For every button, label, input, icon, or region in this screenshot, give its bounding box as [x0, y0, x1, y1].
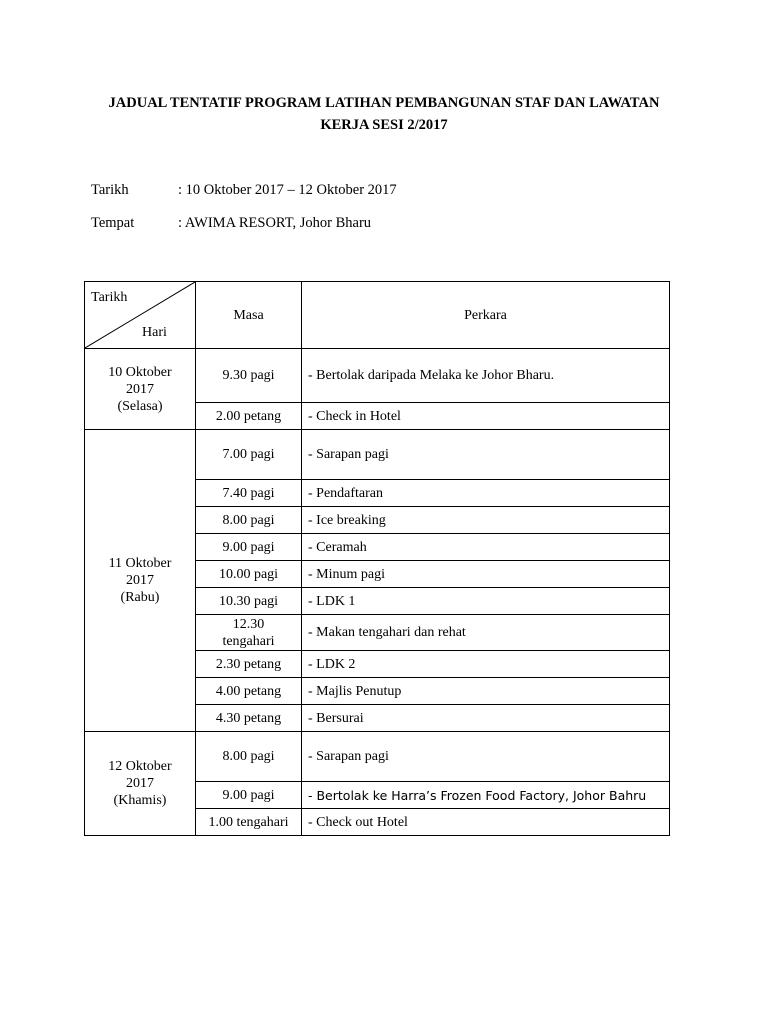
- time-cell: 10.00 pagi: [196, 561, 302, 588]
- day-cell-2: [85, 430, 196, 732]
- time-cell: 2.00 petang: [196, 403, 302, 430]
- item-cell: - Pendaftaran: [302, 480, 670, 507]
- item-cell: - Minum pagi: [302, 561, 670, 588]
- item-cell: - Bertolak daripada Melaka ke Johor Bharu.: [302, 349, 670, 403]
- document-title-line-1: JADUAL TENTATIF PROGRAM LATIHAN PEMBANGUNAN STAF DAN LAWATAN: [108, 95, 660, 111]
- time-cell: 7.00 pagi: [196, 430, 302, 480]
- day-date: 12 Oktober: [108, 759, 172, 774]
- tarikh-label: Tarikh: [91, 182, 129, 198]
- time-cell: 10.30 pagi: [196, 588, 302, 615]
- item-cell: - Bersurai: [302, 705, 670, 732]
- day-name: (Rabu): [120, 590, 160, 605]
- time-cell: 1.00 tengahari: [196, 809, 302, 836]
- document-title-line-2: KERJA SESI 2/2017: [320, 117, 448, 133]
- header-perkara: Perkara: [302, 282, 670, 349]
- table-row: [85, 349, 670, 403]
- time-line-1: 12.30: [232, 616, 265, 632]
- tarikh-value: : 10 Oktober 2017 – 12 Oktober 2017: [178, 182, 397, 198]
- item-cell: - Check in Hotel: [302, 403, 670, 430]
- item-cell: - Check out Hotel: [302, 809, 670, 836]
- time-cell: 7.40 pagi: [196, 480, 302, 507]
- item-cell: - Majlis Penutup: [302, 678, 670, 705]
- header-tarikh: Tarikh: [91, 290, 128, 305]
- day-cell-3: [85, 732, 196, 836]
- day-year: 2017: [126, 776, 154, 791]
- time-line-2: tengahari: [222, 633, 275, 649]
- schedule-table: [84, 281, 670, 836]
- item-cell: - Ceramah: [302, 534, 670, 561]
- item-cell: - Sarapan pagi: [302, 732, 670, 782]
- time-cell: 9.30 pagi: [196, 349, 302, 403]
- time-cell: 8.00 pagi: [196, 507, 302, 534]
- time-cell: 4.00 petang: [196, 678, 302, 705]
- day-year: 2017: [126, 573, 154, 588]
- day-year: 2017: [126, 381, 154, 397]
- day-name: (Khamis): [113, 793, 167, 808]
- day-date: 11 Oktober: [108, 556, 172, 571]
- item-cell: - Makan tengahari dan rehat: [302, 615, 670, 651]
- table-header-row: [85, 282, 670, 349]
- time-cell: [196, 615, 302, 651]
- time-cell: 9.00 pagi: [196, 534, 302, 561]
- item-cell: - Sarapan pagi: [302, 430, 670, 480]
- time-cell: 9.00 pagi: [196, 782, 302, 809]
- item-cell: - Bertolak ke Harra’s Frozen Food Factory, Johor Bahru: [302, 782, 670, 809]
- table-row: [85, 732, 670, 782]
- tempat-label: Tempat: [91, 215, 135, 231]
- table-row: [85, 430, 670, 480]
- time-cell: 2.30 petang: [196, 651, 302, 678]
- time-cell: 8.00 pagi: [196, 732, 302, 782]
- header-hari: Hari: [142, 325, 167, 340]
- time-cell: 4.30 petang: [196, 705, 302, 732]
- tempat-value: : AWIMA RESORT, Johor Bharu: [178, 215, 372, 231]
- item-cell: - LDK 1: [302, 588, 670, 615]
- diagonal-header-cell: [85, 282, 196, 349]
- header-masa: Masa: [196, 282, 302, 349]
- item-cell: - LDK 2: [302, 651, 670, 678]
- day-date: 10 Oktober: [108, 364, 172, 380]
- day-name: (Selasa): [117, 398, 163, 414]
- day-cell-1: [85, 349, 196, 430]
- item-cell: - Ice breaking: [302, 507, 670, 534]
